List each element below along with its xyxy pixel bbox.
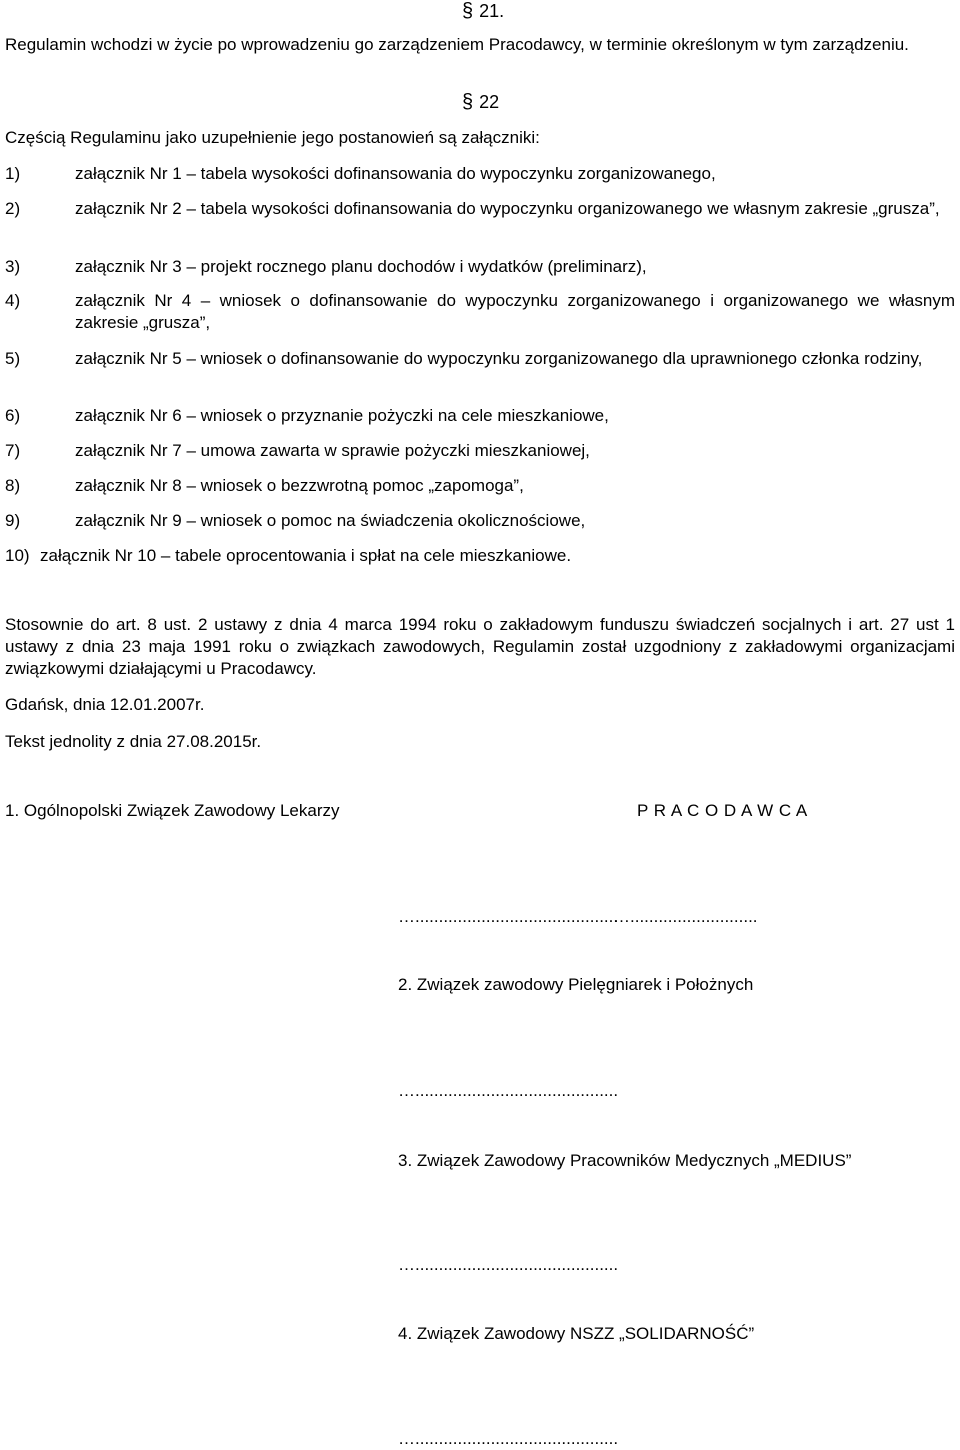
item-number: 9) (5, 511, 21, 530)
item-text: załącznik Nr 6 – wniosek o przyznanie pożyczki na cele mieszkaniowe, (75, 406, 609, 425)
signature-line-union-2: …........................................... (398, 1081, 619, 1100)
item-text: załącznik Nr 4 – wniosek o dofinansowanie do wypoczynku zorganizowanego i organizowanego we własnym zakresie „grusza”, (75, 291, 955, 332)
item-text: załącznik Nr 7 – umowa zawarta w sprawie pożyczki mieszkaniowej, (75, 441, 590, 460)
paragraph-21: Regulamin wchodzi w życie po wprowadzeniu go zarządzeniem Pracodawcy, w terminie określonym w tym zarządzeniu. (5, 35, 909, 54)
item-number: 8) (5, 476, 21, 495)
item-text: załącznik Nr 3 – projekt rocznego planu dochodów i wydatków (preliminarz), (75, 257, 647, 276)
place-date: Gdańsk, dnia 12.01.2007r. (5, 695, 205, 714)
item-number: 3) (5, 257, 21, 276)
signature-line-union-3: …........................................... (398, 1255, 619, 1274)
item-number: 10) (5, 546, 30, 565)
section-symbol: § (462, 91, 474, 113)
legal-basis-paragraph: Stosownie do art. 8 ust. 2 ustawy z dnia 4 marca 1994 roku o zakładowym funduszu świadczeń socjalnych i art. 27 ust 1 ustawy z dnia 23 maja 1991 roku o związkach zawodowych, Regulamin został uzgodniony z zakładowymi organizacjami związkowymi działającymi u Pracodawcy. (5, 615, 955, 678)
item-number: 6) (5, 406, 21, 425)
item-text: załącznik Nr 9 – wniosek o pomoc na świadczenia okolicznościowe, (75, 511, 586, 530)
union-3-name: 3. Związek Zawodowy Pracowników Medycznych „MEDIUS” (398, 1151, 852, 1170)
section-symbol: § (462, 0, 474, 22)
signature-line-union-4: …........................................... (398, 1429, 619, 1448)
consolidated-text-date: Tekst jednolity z dnia 27.08.2015r. (5, 732, 262, 751)
item-number: 5) (5, 349, 21, 368)
item-number: 7) (5, 441, 21, 460)
employer-label: P R A C O D A W C A (637, 801, 808, 820)
union-4-name: 4. Związek Zawodowy NSZZ „SOLIDARNOŚĆ” (398, 1324, 755, 1343)
item-number: 2) (5, 199, 21, 218)
item-text: załącznik Nr 5 – wniosek o dofinansowanie do wypoczynku zorganizowanego dla uprawnionego członka rodziny, (75, 349, 923, 368)
section-21-heading (462, 0, 504, 22)
section-22-heading (462, 91, 499, 113)
item-number: 4) (5, 291, 21, 310)
item-text: załącznik Nr 2 – tabela wysokości dofinansowania do wypoczynku organizowanego we własnym zakresie „grusza”, (75, 199, 940, 218)
section-number: 22 (479, 92, 500, 112)
item-text: załącznik Nr 8 – wniosek o bezzwrotną pomoc „zapomoga”, (75, 476, 524, 495)
union-2-name: 2. Związek zawodowy Pielęgniarek i Położnych (398, 975, 754, 994)
item-number: 1) (5, 164, 21, 183)
signature-line-union-1: …........................................... (398, 907, 619, 926)
item-text: załącznik Nr 1 – tabela wysokości dofinansowania do wypoczynku zorganizowanego, (75, 164, 716, 183)
signature-line-employer: …........................... (613, 907, 758, 926)
attachments-intro: Częścią Regulaminu jako uzupełnienie jego postanowień są załączniki: (5, 128, 540, 147)
item-text: załącznik Nr 10 – tabele oprocentowania i spłat na cele mieszkaniowe. (40, 546, 572, 565)
union-1-name: 1. Ogólnopolski Związek Zawodowy Lekarzy (5, 801, 340, 820)
section-number: 21. (479, 1, 505, 21)
